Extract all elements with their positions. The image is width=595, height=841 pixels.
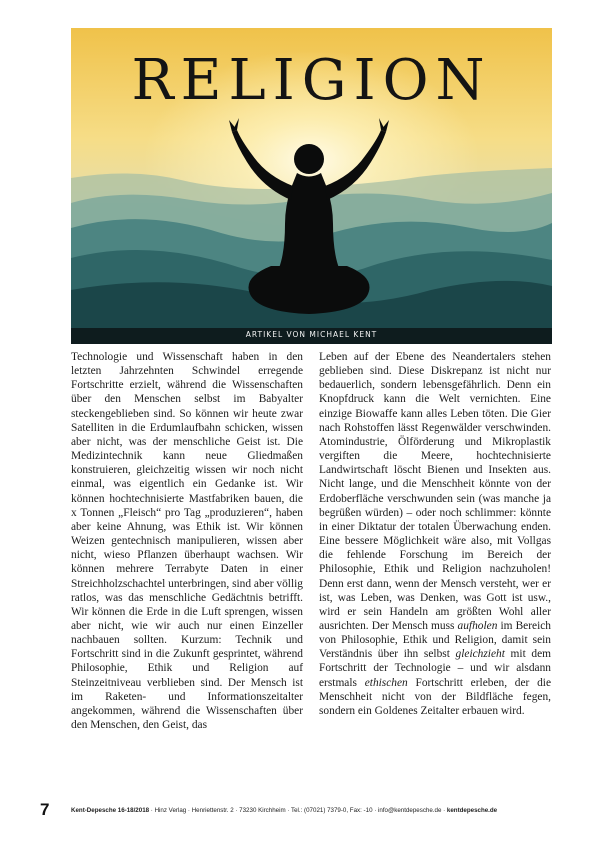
article-paragraph bbox=[319, 350, 551, 718]
article-byline: ARTIKEL VON MICHAEL KENT bbox=[245, 330, 378, 339]
publisher-details: · Hinz Verlag · Henriettenstr. 2 · 73230 Kirchheim · Tel.: (07021) 7379-0, Fax: -10 · info@kentdepesche.de · bbox=[149, 807, 447, 814]
body-text: Leben auf der Ebene des Neandertalers stehen geblieben sind. Diese Diskrepanz ist nicht nur bedauerlich, sondern lebensgefährlich. Denn ein Knopfdruck kann die Welt vernichten. Eine einzige Biowaffe kann alles Leben töten. Die Gier nach Rohstoffen lässt Regenwälder verschwinden. Atomindustrie, Ölförderung und Mikroplastik vergiften die Meere, hochtechnisierte Landwirtschaft löscht Bienen und Insekten aus. Nicht lange, und die Menschheit könnte von der Erdoberfläche verschwunden sein (was manche ja begrüßen würden) – oder noch schlimmer: könnte in einer Diktatur der totalen Überwachung enden. Eine bessere Möglichkeit wäre also, mit Vollgas die fehlende Forschung im Bereich der Philosophie, Ethik und Religion nachzuholen! Denn erst dann, wenn der Mensch versteht, wer er ist, was Leben, was Denken, was Gott ist usw., wird er sein Handeln am größten Wohl aller ausrichten. Der Mensch muss bbox=[319, 351, 551, 632]
body-text: Fortschritt erleben, der die Menschheit nicht von der Bildfläche fegen, sondern ein Goldenes Zeitalter erbauen wird. bbox=[319, 676, 551, 717]
article-title: RELIGION bbox=[131, 48, 492, 113]
footer-info bbox=[71, 807, 497, 814]
article-paragraph: Technologie und Wissenschaft haben in den letzten Jahrzehnten Schwindel erregende Fortschritte erzielt, während die Wissenschaften über den Menschen selbst im Babyalter steckengeblieben sind. So können wir heute zwar Satelliten in die Erdumlaufbahn schicken, wissen aber nicht, was der menschliche Geist ist. Die Medizintechnik kann neue Gliedmaßen konstruieren, gleichzeitig wissen wir noch nicht einmal, was eigentlich ein Gedanke ist. Wir können hochtechnisierte Mastfabriken bauen, die x Tonnen „Fleisch“ pro Tag „produzieren“, haben aber keine Ahnung, was Ethik ist. Wir können Weizen gentechnisch manipulieren, wissen aber nicht, wieso Pflanzen überhaupt wachsen. Wir können mehrere Terrabyte Daten in einer Streichholzschachtel unterbringen, sind aber völlig ratlos, was das menschliche Gedächtnis betrifft. Wir können die Erde in die Luft sprengen, wissen aber nicht, wie wir auch nur einen Einzeller nachbauen sollten. Kurzum: Technik und Fortschritt sind in die Zukunft gesprintet, während Philosophie, Ethik und Religion auf Steinzeitniveau verblieben sind. Der Mensch ist im Raketen- und Informationszeitalter angekommen, während die Wissenschaften über den Menschen, den Geist, das bbox=[71, 351, 303, 732]
emphasis-text: ethischen bbox=[364, 676, 408, 689]
emphasis-text: aufholen bbox=[457, 619, 498, 632]
hero-image bbox=[71, 28, 552, 344]
article-column-left bbox=[71, 350, 303, 732]
website-link[interactable]: kentdepesche.de bbox=[446, 807, 498, 814]
article-column-right bbox=[319, 350, 551, 718]
body-text: mit dem Fortschritt der Technologie – und wir alsdann erstmals bbox=[319, 648, 552, 689]
page-number: 7 bbox=[40, 800, 50, 819]
issue-name: Kent-Depesche 16-18/2018 bbox=[71, 807, 150, 814]
page-footer bbox=[40, 800, 555, 820]
emphasis-text: gleichzieht bbox=[455, 648, 505, 661]
body-text: im Bereich von Philosophie, Ethik und Religion, damit sein Verständnis über ihn selbst bbox=[319, 619, 552, 661]
